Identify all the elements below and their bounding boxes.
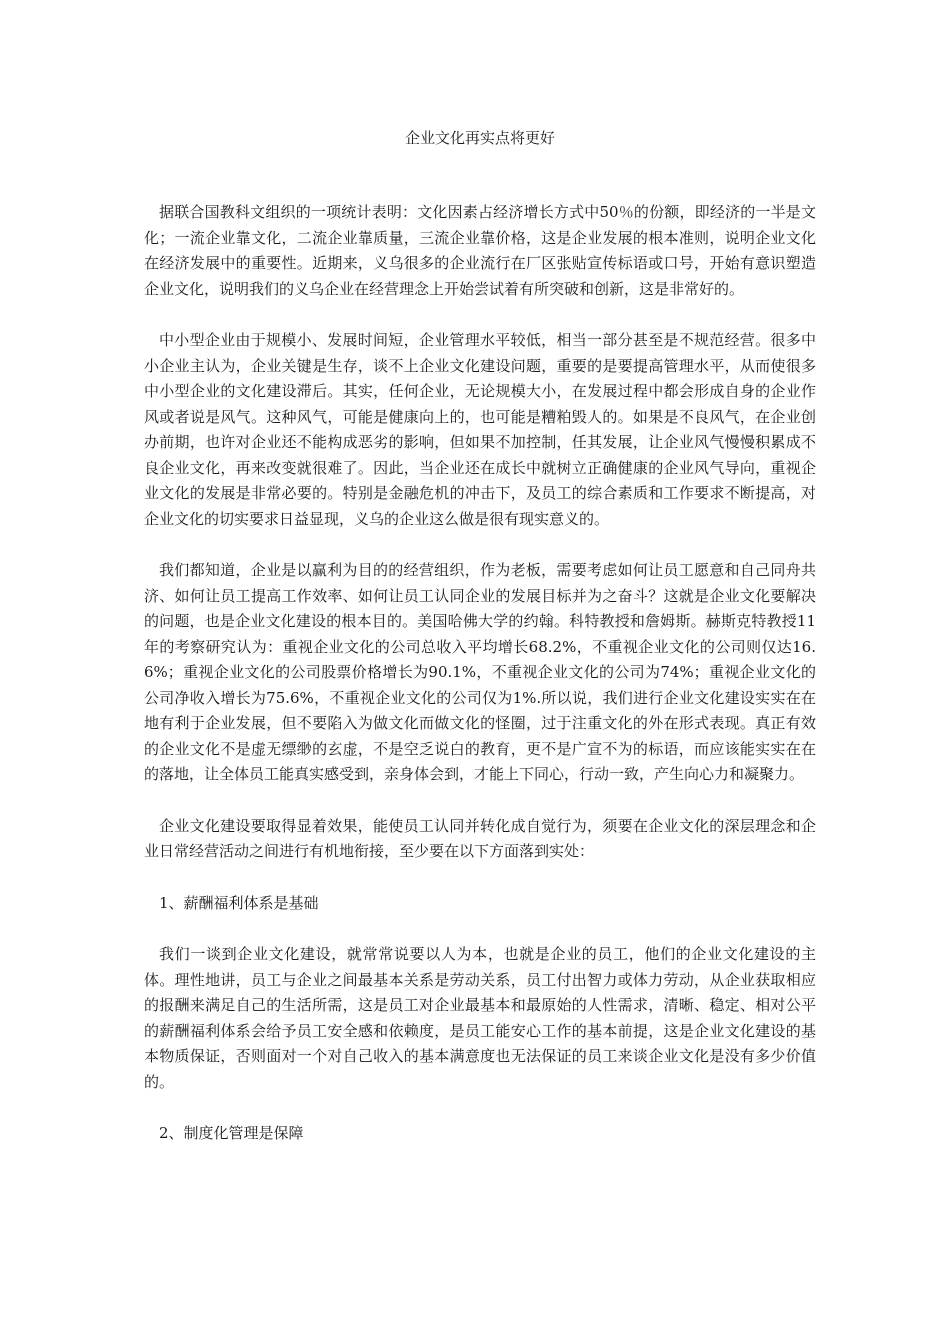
document-body	[144, 200, 816, 1173]
section-heading-2: 2、制度化管理是保障	[159, 1124, 304, 1142]
paragraph-implementation: 企业文化建设要取得显着效果，能使员工认同并转化成自觉行为，须要在企业文化的深层理念和企业日常经营活动之间进行有机地衔接，至少要在以下方面落到实处：	[144, 816, 816, 860]
section-heading-1: 1、薪酬福利体系是基础	[159, 893, 319, 912]
paragraph-sme: 中小型企业由于规模小、发展时间短，企业管理水平较低，相当一部分甚至是不规范经营。很多中小企业主认为，企业关键是生存，谈不上企业文化建设问题，重要的是要提高管理水平，从而使很多中小型企业的文化建设滞后。其实，任何企业，无论规模大小，在发展过程中都会形成自身的企业作风或者说是风气。这种风气，可能是健康向上的，也可能是糟粕毁人的。如果是不良风气，在企业创办前期，也许对企业还不能构成恶劣的影响，但如果不加控制，任其发展，让企业风气慢慢积累成不良企业文化，再来改变就很难了。因此，当企业还在成长中就树立正确健康的企业风气导向，重视企业文化的发展是非常必要的。特别是金融危机的冲击下，及员工的综合素质和工作要求不断提高，对企业文化的切实要求日益显现，义乌的企业这么做是很有现实意义的。	[144, 331, 816, 528]
paragraph-harvard-study: 我们都知道，企业是以赢利为目的的经营组织，作为老板，需要考虑如何让员工愿意和自己同舟共济、如何让员工提高工作效率、如何让员工认同企业的发展目标并为之奋斗？这就是企业文化要解决的问题，也是企业文化建设的根本目的。美国哈佛大学的约翰。科特教授和詹姆斯。赫斯克特教授11年的考察研究认为：重视企业文化的公司总收入平均增长68.2%，不重视企业文化的公司则仅达16.6%；重视企业文化的公司股票价格增长为90.1%，不重视企业文化的公司为74%；重视企业文化的公司净收入增长为75.6%，不重视企业文化的公司仅为1%.所以说，我们进行企业文化建设实实在在地有利于企业发展，但不要陷入为做文化而做文化的怪圈，过于注重文化的外在形式表现。真正有效的企业文化不是虚无缥缈的玄虚，不是空乏说白的教育，更不是广宣不为的标语，而应该能实实在在的落地，让全体员工能真实感受到，亲身体会到，才能上下同心，行动一致，产生向心力和凝聚力。	[144, 561, 816, 783]
paragraph-compensation: 我们一谈到企业文化建设，就常常说要以人为本，也就是企业的员工，他们的企业文化建设的主体。理性地讲，员工与企业之间最基本关系是劳动关系，员工付出智力或体力劳动，从企业获取相应的报酬来满足自己的生活所需，这是员工对企业最基本和最原始的人性需求，清晰、稳定、相对公平的薪酬福利体系会给予员工安全感和依赖度，是员工能安心工作的基本前提，这是企业文化建设的基本物质保证，否则面对一个对自己收入的基本满意度也无法保证的员工来谈企业文化是没有多少价值的。	[144, 945, 816, 1091]
paragraph-statistics: 据联合国教科文组织的一项统计表明：文化因素占经济增长方式中50％的份额，即经济的一半是文化；一流企业靠文化，二流企业靠质量，三流企业靠价格，这是企业发展的根本准则，说明企业文化在经济发展中的重要性。近期来，义乌很多的企业流行在厂区张贴宣传标语或口号，开始有意识塑造企业文化，说明我们的义乌企业在经营理念上开始尝试着有所突破和创新，这是非常好的。	[144, 203, 816, 298]
document-title: 企业文化再实点将更好	[404, 129, 555, 147]
